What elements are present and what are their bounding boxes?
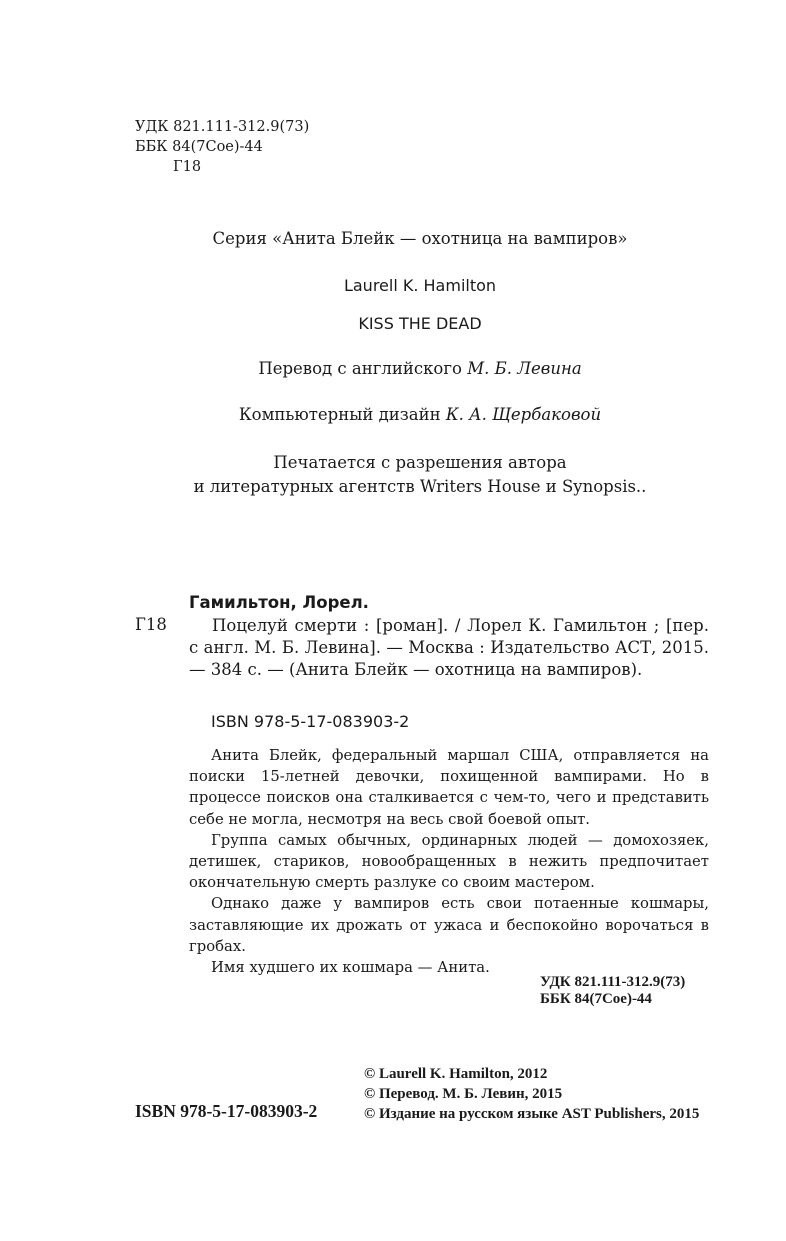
card-classification xyxy=(440,974,708,1008)
copyright-line: © Перевод. М. Б. Левин, 2015 xyxy=(364,1086,563,1102)
annotation-paragraph: Анита Блейк, федеральный маршал США, отправляется на поиски 15-летней девочки, похищенной вампирами. Но в процессе поисков она сталкивается с чем-то, чего и представить себе не могла, несмотря на весь свой боевой опыт. xyxy=(189,747,709,828)
card-description xyxy=(189,615,709,681)
annotation-paragraph: Группа самых обычных, ординарных людей — домохозяек, детишек, стариков, новообращенных в нежить предпочитает окончательную смерть разлуке со своим мастером. xyxy=(189,831,709,892)
isbn-main: ISBN 978-5-17-083903-2 xyxy=(135,1101,318,1121)
bbk-code: ББК 84(7Сое)-44 xyxy=(135,139,263,155)
card-udk: УДК 821.111-312.9(73) xyxy=(540,974,686,990)
translation-credit xyxy=(0,359,786,378)
annotation-paragraph: Имя худшего их кошмара — Анита. xyxy=(211,959,490,977)
copyright-line: © Laurell K. Hamilton, 2012 xyxy=(364,1066,548,1082)
card-author-mark: Г18 xyxy=(135,615,167,634)
permission-line-1: Печатается с разрешения автора xyxy=(273,453,567,472)
card-bbk: ББК 84(7Сое)-44 xyxy=(540,991,652,1007)
translation-label: Перевод с английского xyxy=(258,359,462,378)
card-isbn: ISBN 978-5-17-083903-2 xyxy=(211,712,410,731)
author-mark: Г18 xyxy=(173,159,202,175)
series-line: Серия «Анита Блейк — охотница на вампиров» xyxy=(212,229,628,248)
translator-name: М. Б. Левина xyxy=(467,359,582,378)
permission-line-2: и литературных агентств Writers House и Synopsis.. xyxy=(193,477,647,496)
card-author: Гамильтон, Лорел. xyxy=(189,593,369,612)
permission-note xyxy=(0,451,786,499)
bibliographic-description: Поцелуй смерти : [роман]. / Лорел К. Гамильтон ; [пер. с англ. М. Б. Левина]. — Москва : Издательство АСТ, 2015. — 384 с. — (Анита Блейк — охотница на вампиров). xyxy=(189,616,709,679)
designer-name: К. А. Щербаковой xyxy=(445,405,602,424)
copyright-line: © Издание на русском языке AST Publishers, 2015 xyxy=(364,1106,700,1122)
original-author: Laurell K. Hamilton xyxy=(343,276,497,295)
udk-code: УДК 821.111-312.9(73) xyxy=(135,119,310,135)
annotation-paragraph: Однако даже у вампиров есть свои потаенные кошмары, заставляющие их дрожать от ужаса и беспокойно ворочаться в гробах. xyxy=(189,895,709,955)
design-credit xyxy=(0,405,786,424)
design-label: Компьютерный дизайн xyxy=(238,405,441,424)
classification-block xyxy=(135,117,309,177)
copyright-block xyxy=(364,1064,699,1124)
annotation xyxy=(189,745,709,978)
original-title: KISS THE DEAD xyxy=(358,314,482,333)
